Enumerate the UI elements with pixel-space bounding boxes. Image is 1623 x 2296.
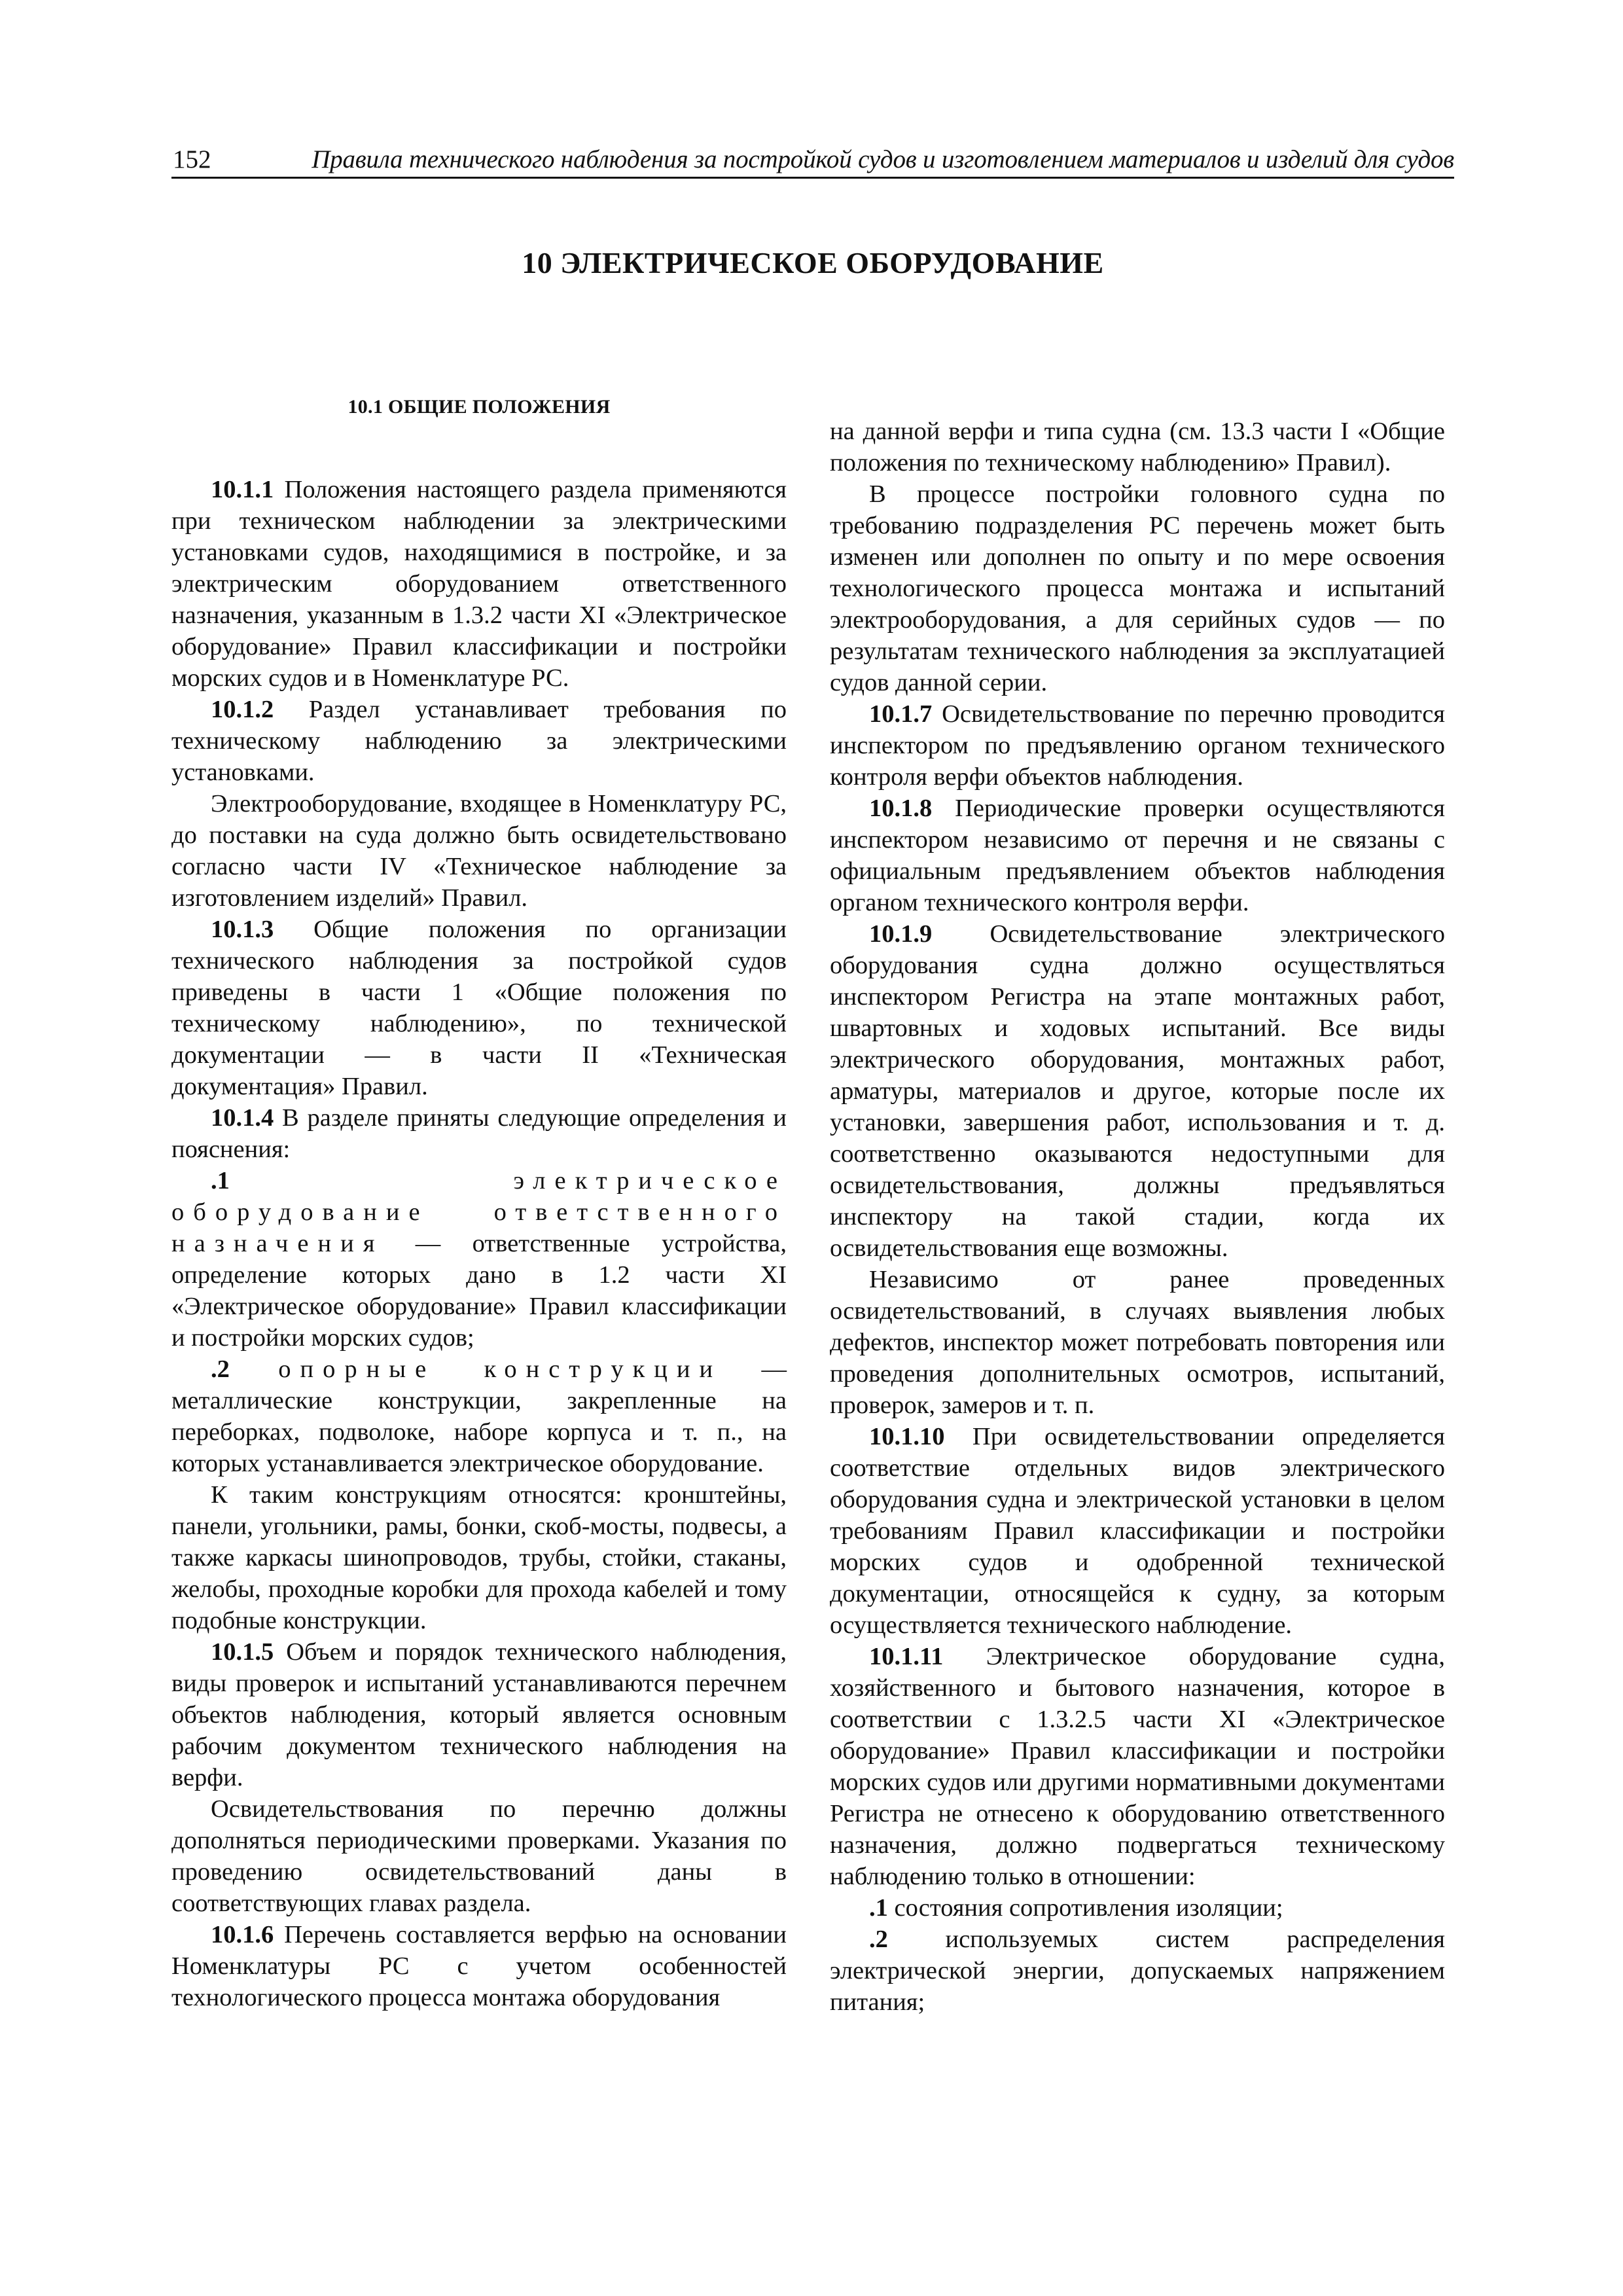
paragraph-text: на данной верфи и типа судна (см. 13.3 части I «Общие положения по техническому наблюдению» Правил). bbox=[830, 418, 1445, 476]
clause-number: .2 bbox=[869, 1926, 888, 1953]
clause-number: 10.1.2 bbox=[211, 696, 274, 723]
paragraph bbox=[171, 1919, 787, 2013]
clause-number: .1 bbox=[869, 1894, 888, 1922]
paragraph-text: Освидетельствование электрического оборудования судна должно осуществляться инспектором Регистра на этапе монтажных работ, швартовных и ходовых испытаний. Все виды электрического оборудования, монтажных работ, арматуры, материалов и другое, которые после их установки, завершения работ, использования и т. д. соответственно оказываются недоступными для освидетельствования, должны предъявляться инспектору на такой стадии, когда их освидетельствования еще возможны. bbox=[830, 920, 1445, 1262]
clause-number: 10.1.1 bbox=[211, 476, 274, 503]
paragraph bbox=[830, 478, 1445, 698]
paragraph bbox=[830, 1264, 1445, 1421]
paragraph bbox=[171, 1793, 787, 1919]
paragraph bbox=[830, 793, 1445, 918]
paragraph-text: Освидетельствование по перечню проводится инспектором по предъявлению органом технического контроля верфи объектов наблюдения. bbox=[830, 700, 1445, 791]
paragraph-text: К таким конструкциям относятся: кронштейны, панели, угольники, рамы, бонки, скоб-мосты, подвесы, а также каркасы шинопроводов, трубы, стойки, стаканы, желобы, проходные коробки для прохода кабелей и тому подобные конструкции. bbox=[171, 1481, 787, 1634]
paragraph-text: Общие положения по организации технического наблюдения за постройкой судов приведены в части 1 «Общие положения по техническому наблюдению», по технической документации — в части II «Техническая документация» Правил. bbox=[171, 916, 787, 1100]
paragraph-text: Независимо от ранее проведенных освидетельствований, в случаях выявления любых дефектов, инспектор может потребовать повторения или проведения дополнительных осмотров, испытаний, проверок, замеров и т. п. bbox=[830, 1266, 1445, 1419]
paragraph-text: Освидетельствования по перечню должны дополняться периодическими проверками. Указания по проведению освидетельствований даны в соответствующих главах раздела. bbox=[171, 1795, 787, 1917]
paragraph-text: При освидетельствовании определяется соответствие отдельных видов электрического оборудования судна и электрической установки в целом требованиям Правил классификации и постройки морских судов и одобренной технической документации, относящейся к судну, за которым осуществляется технического наблюдение. bbox=[830, 1423, 1445, 1639]
paragraph-text: В процессе постройки головного судна по требованию подразделения РС перечень может быть изменен или дополнен по опыту и по мере освоения технологического процесса монтажа и испытаний электрооборудования, а для серийных судов — по результатам технического наблюдения за эксплуатацией судов данной серии. bbox=[830, 480, 1445, 696]
paragraph-text: — ответственные устройства, определение которых дано в 1.2 части XI «Электрическое оборудование» Правил классификации и постройки морских судов; bbox=[171, 1230, 787, 1352]
clause-number: 10.1.5 bbox=[211, 1638, 274, 1666]
clause-number: 10.1.10 bbox=[869, 1423, 945, 1450]
running-title: Правила технического наблюдения за постройкой судов и изготовлением материалов и изделий для судов bbox=[312, 145, 1454, 173]
section-heading: 10.1 ОБЩИЕ ПОЛОЖЕНИЯ bbox=[348, 396, 611, 418]
clause-number: 10.1.4 bbox=[211, 1104, 274, 1132]
paragraph bbox=[830, 1641, 1445, 1892]
paragraph-text: Электрическое оборудование судна, хозяйственного и бытового назначения, которое в соответствии с 1.3.2.5 части XI «Электрическое оборудование» Правил классификации и постройки морских судов или другими нормативными документами Регистра не отнесено к оборудованию ответственного назначения, должно подвергаться техническому наблюдению только в отношении: bbox=[830, 1643, 1445, 1890]
paragraph bbox=[830, 698, 1445, 793]
left-column bbox=[171, 386, 787, 2013]
paragraph bbox=[171, 1102, 787, 1165]
paragraph bbox=[171, 788, 787, 914]
clause-number: 10.1.6 bbox=[211, 1921, 274, 1948]
paragraph bbox=[830, 1421, 1445, 1641]
clause-number: 10.1.8 bbox=[869, 795, 933, 822]
paragraph bbox=[171, 474, 787, 694]
paragraph bbox=[171, 1479, 787, 1636]
paragraph bbox=[171, 914, 787, 1102]
paragraph-text: В разделе приняты следующие определения и пояснения: bbox=[171, 1104, 787, 1163]
paragraph bbox=[171, 694, 787, 788]
page-number: 152 bbox=[173, 145, 211, 173]
paragraph-text: Периодические проверки осуществляются инспектором независимо от перечня и не связаны с официальным предъявлением объектов наблюдения органом технического контроля верфи. bbox=[830, 795, 1445, 916]
paragraph-text: Перечень составляется верфью на основании Номенклатуры РС с учетом особенностей технологического процесса монтажа оборудования bbox=[171, 1921, 787, 2011]
paragraph-text: — металлические конструкции, закрепленные на переборках, подволоке, наборе корпуса и т. п., на которых устанавливается электрическое оборудование. bbox=[171, 1355, 787, 1477]
defined-term: опорные конструкции bbox=[229, 1355, 722, 1383]
paragraph-text: Раздел устанавливает требования по техническому наблюдению за электрическими установками. bbox=[171, 696, 787, 786]
paragraph-text: Объем и порядок технического наблюдения, виды проверок и испытаний устанавливаются перечнем объектов наблюдения, который является основным рабочим документом технического наблюдения на верфи. bbox=[171, 1638, 787, 1791]
chapter-title: 10 ЭЛЕКТРИЧЕСКОЕ ОБОРУДОВАНИЕ bbox=[522, 246, 1104, 279]
clause-number: 10.1.7 bbox=[869, 700, 933, 728]
paragraph bbox=[171, 1165, 787, 1354]
paragraph bbox=[171, 1354, 787, 1479]
clause-number: .2 bbox=[211, 1355, 230, 1383]
paragraph-text: Электрооборудование, входящее в Номенклатуру РС, до поставки на суда должно быть освидетельствовано согласно части IV «Техническое наблюдение за изготовлением изделий» Правил. bbox=[171, 790, 787, 912]
paragraph bbox=[171, 1636, 787, 1793]
paragraph bbox=[830, 918, 1445, 1264]
paragraph bbox=[830, 416, 1445, 478]
paragraph bbox=[830, 1924, 1445, 2018]
defined-term: электрическое оборудование ответственного назначения bbox=[171, 1167, 787, 1257]
paragraph-text: состояния сопротивления изоляции; bbox=[887, 1894, 1283, 1922]
paragraph-text: используемых систем распределения электрической энергии, допускаемых напряжением питания; bbox=[830, 1926, 1445, 2016]
paragraph-text: Положения настоящего раздела применяются при техническом наблюдении за электрическими установками судов, находящимися в постройке, и за электрическим оборудованием ответственного назначения, указанным в 1.3.2 части XI «Электрическое оборудование» Правил классификации и постройки морских судов и в Номенклатуре РС. bbox=[171, 476, 787, 692]
clause-number: .1 bbox=[211, 1167, 230, 1194]
clause-number: 10.1.3 bbox=[211, 916, 274, 943]
right-column bbox=[830, 416, 1445, 2018]
clause-number: 10.1.9 bbox=[869, 920, 933, 948]
running-header bbox=[171, 143, 1454, 179]
paragraph bbox=[830, 1892, 1445, 1924]
clause-number: 10.1.11 bbox=[869, 1643, 944, 1670]
